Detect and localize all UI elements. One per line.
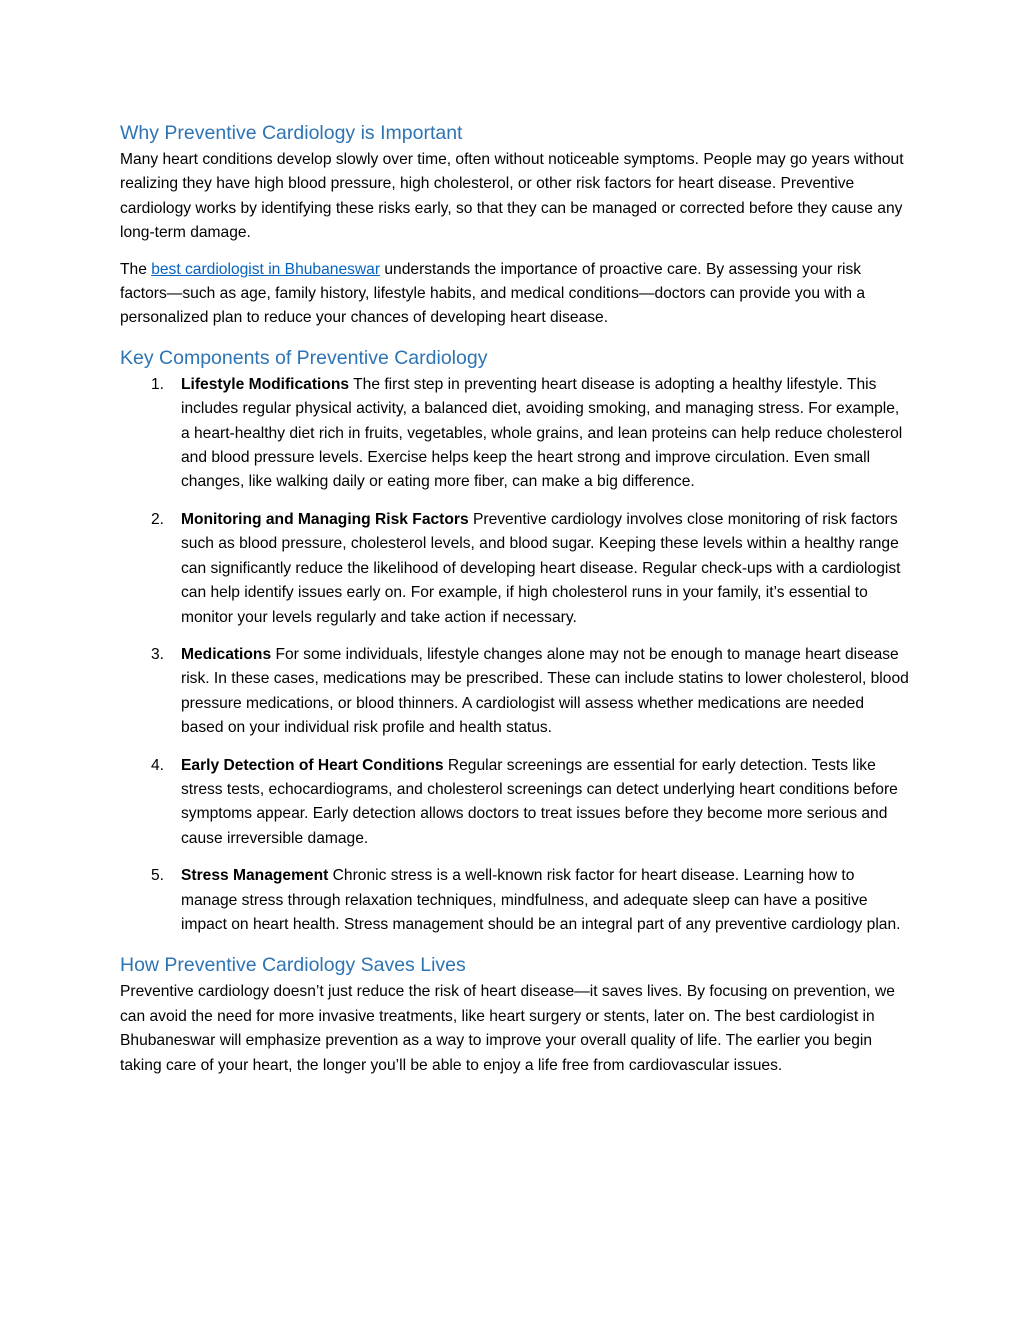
section-why-preventive <box>120 118 910 331</box>
list-item <box>120 754 910 852</box>
paragraph-text: understands the importance of proactive care. By assessing your risk factors—such as age, family history, lifestyle habits, and medical conditions—doctors can provide you with a personalized plan to reduce your chances of developing heart disease. <box>120 260 866 327</box>
document-page <box>120 118 910 1090</box>
list-number: 3. <box>151 645 165 663</box>
section-heading: Why Preventive Cardiology is Important <box>120 122 463 144</box>
list-item <box>120 864 910 937</box>
list-number: 5. <box>151 867 165 885</box>
list-item-title: Monitoring and Managing Risk Factors <box>181 510 469 528</box>
list-item <box>120 508 910 630</box>
section-heading: How Preventive Cardiology Saves Lives <box>120 954 466 977</box>
list-item-title: Lifestyle Modifications <box>181 375 350 393</box>
list-number: 1. <box>151 375 165 393</box>
section-saves-lives <box>120 950 910 1078</box>
list-number: 4. <box>151 756 165 774</box>
list-item-title: Medications <box>181 645 272 663</box>
paragraph-text: The <box>120 260 152 278</box>
list-item-title: Early Detection of Heart Conditions <box>181 756 444 774</box>
list-item-text: Regular screenings are essential for early detection. Tests like stress tests, echocardiograms, and cholesterol screenings can detect underlying heart conditions before symptoms appear. Early detection allows doctors to treat issues before they become more serious and cause irreversible damage. <box>181 756 898 847</box>
list-item-text: For some individuals, lifestyle changes alone may not be enough to manage heart disease risk. In these cases, medications may be prescribed. These can include statins to lower cholesterol, blood pressure medications, or blood thinners. A cardiologist will assess whether medications are needed based on your individual risk profile and health status. <box>181 645 909 737</box>
section-heading: Key Components of Preventive Cardiology <box>120 346 488 369</box>
list-item-title: Stress Management <box>181 867 329 885</box>
list-number: 2. <box>151 510 165 528</box>
list-item <box>120 643 910 741</box>
list-item <box>120 373 910 495</box>
paragraph: Many heart conditions develop slowly over time, often without noticeable symptoms. People may go years without realizing they have high blood pressure, high cholesterol, or other risk factors for heart disease. Preventive cardiology works by identifying these risks early, so that they can be managed or corrected before they cause any long-term damage. <box>120 151 904 242</box>
list-item-text: Chronic stress is a well-known risk factor for heart disease. Learning how to manage stress through relaxation techniques, mindfulness, and adequate sleep can have a positive impact on heart health. Stress management should be an integral part of any preventive cardiology plan. <box>181 867 901 933</box>
cardiologist-link[interactable]: best cardiologist in Bhubaneswar <box>151 260 381 278</box>
components-list <box>120 373 910 938</box>
paragraph: Preventive cardiology doesn’t just reduce the risk of heart disease—it saves lives. By focusing on prevention, we can avoid the need for more invasive treatments, like heart surgery or stents, later on. The best cardiologist in Bhubaneswar will emphasize prevention as a way to improve your overall quality of life. The earlier you begin taking care of your heart, the longer you’ll be able to enjoy a life free from cardiovascular issues. <box>120 983 895 1074</box>
paragraph-with-link <box>120 258 910 331</box>
list-item-text: The first step in preventing heart disease is adopting a healthy lifestyle. This includes regular physical activity, a balanced diet, avoiding smoking, and managing stress. For example, a heart-healthy diet rich in fruits, vegetables, whole grains, and lean proteins can help reduce cholesterol and blood pressure levels. Exercise helps keep the heart strong and improve circulation. Even small changes, like walking daily or eating more fiber, can make a big difference. <box>181 375 903 491</box>
section-key-components <box>120 343 910 938</box>
list-item-text: Preventive cardiology involves close monitoring of risk factors such as blood pressure, cholesterol levels, and blood sugar. Keeping these levels within a healthy range can significantly reduce the likelihood of developing heart disease. Regular check-ups with a cardiologist can help identify issues early on. For example, if high cholesterol runs in your family, it’s essential to monitor your levels regularly and take action if necessary. <box>181 510 901 626</box>
